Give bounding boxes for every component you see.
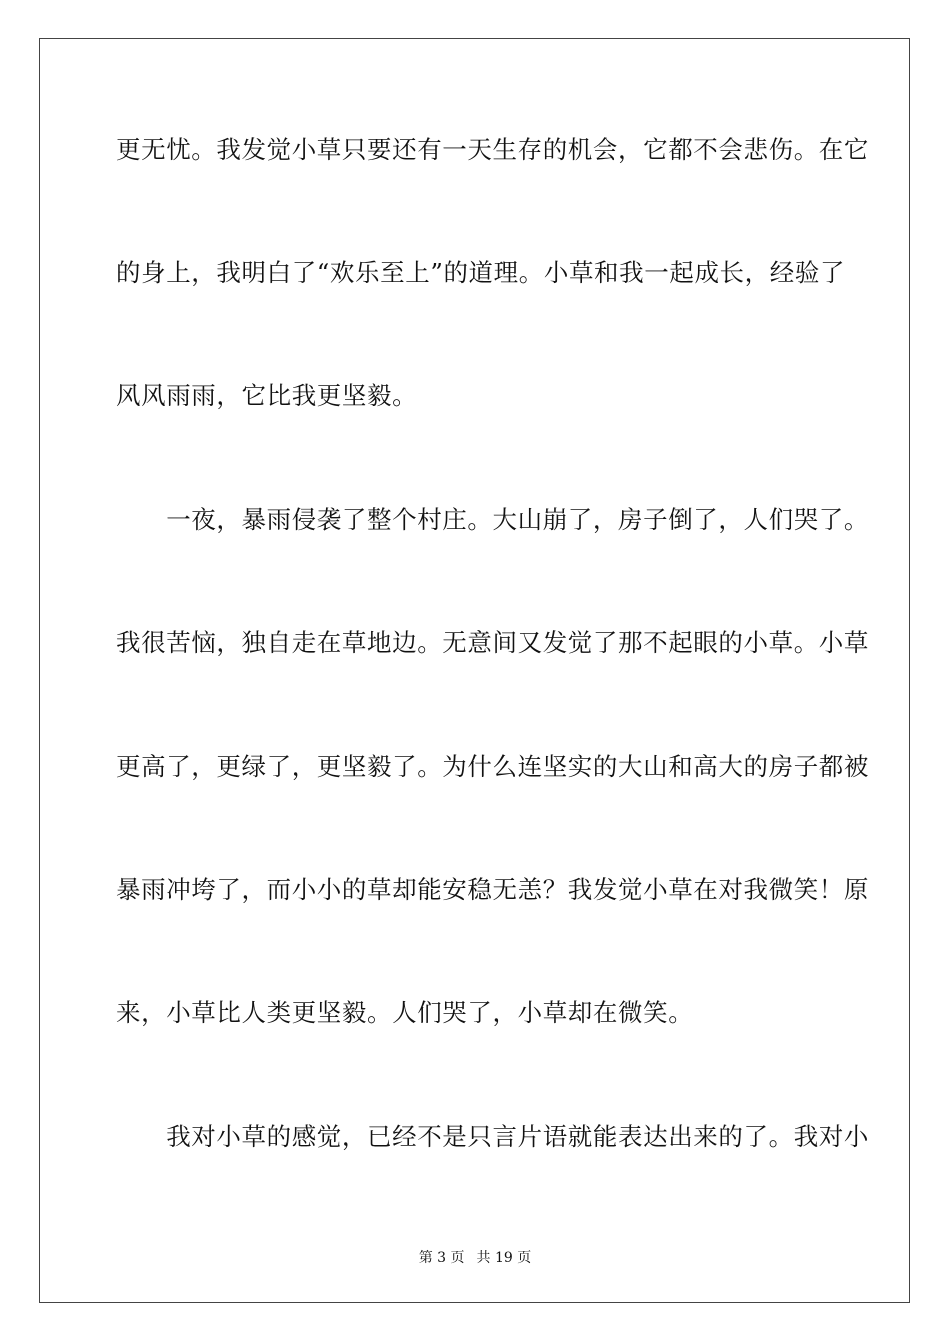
page-total: 共 19 页 — [476, 1250, 532, 1266]
body-text-line: 的身上，我明白了“欢乐至上”的道理。小草和我一起成长，经验了 — [116, 258, 846, 287]
body-text-line: 暴雨冲垮了，而小小的草却能安稳无恙？我发觉小草在对我微笑！原 — [116, 875, 869, 904]
body-text-line: 我很苦恼，独自走在草地边。无意间又发觉了那不起眼的小草。小草 — [116, 628, 869, 657]
body-text-line: 更高了，更绿了，更坚毅了。为什么连坚实的大山和高大的房子都被 — [116, 752, 869, 781]
body-text-line: 风风雨雨，它比我更坚毅。 — [116, 381, 418, 410]
body-text-line: 我对小草的感觉，已经不是只言片语就能表达出来的了。我对小 — [116, 1122, 869, 1151]
body-text-line: 更无忧。我发觉小草只要还有一天生存的机会，它都不会悲伤。在它 — [116, 135, 869, 164]
body-text-line: 一夜，暴雨侵袭了整个村庄。大山崩了，房子倒了，人们哭了。 — [116, 505, 869, 534]
body-text-line: 来，小草比人类更坚毅。人们哭了，小草却在微笑。 — [116, 998, 694, 1027]
page-number: 第 3 页 — [418, 1250, 465, 1266]
page-footer — [0, 1248, 950, 1268]
page-border — [39, 38, 910, 1303]
